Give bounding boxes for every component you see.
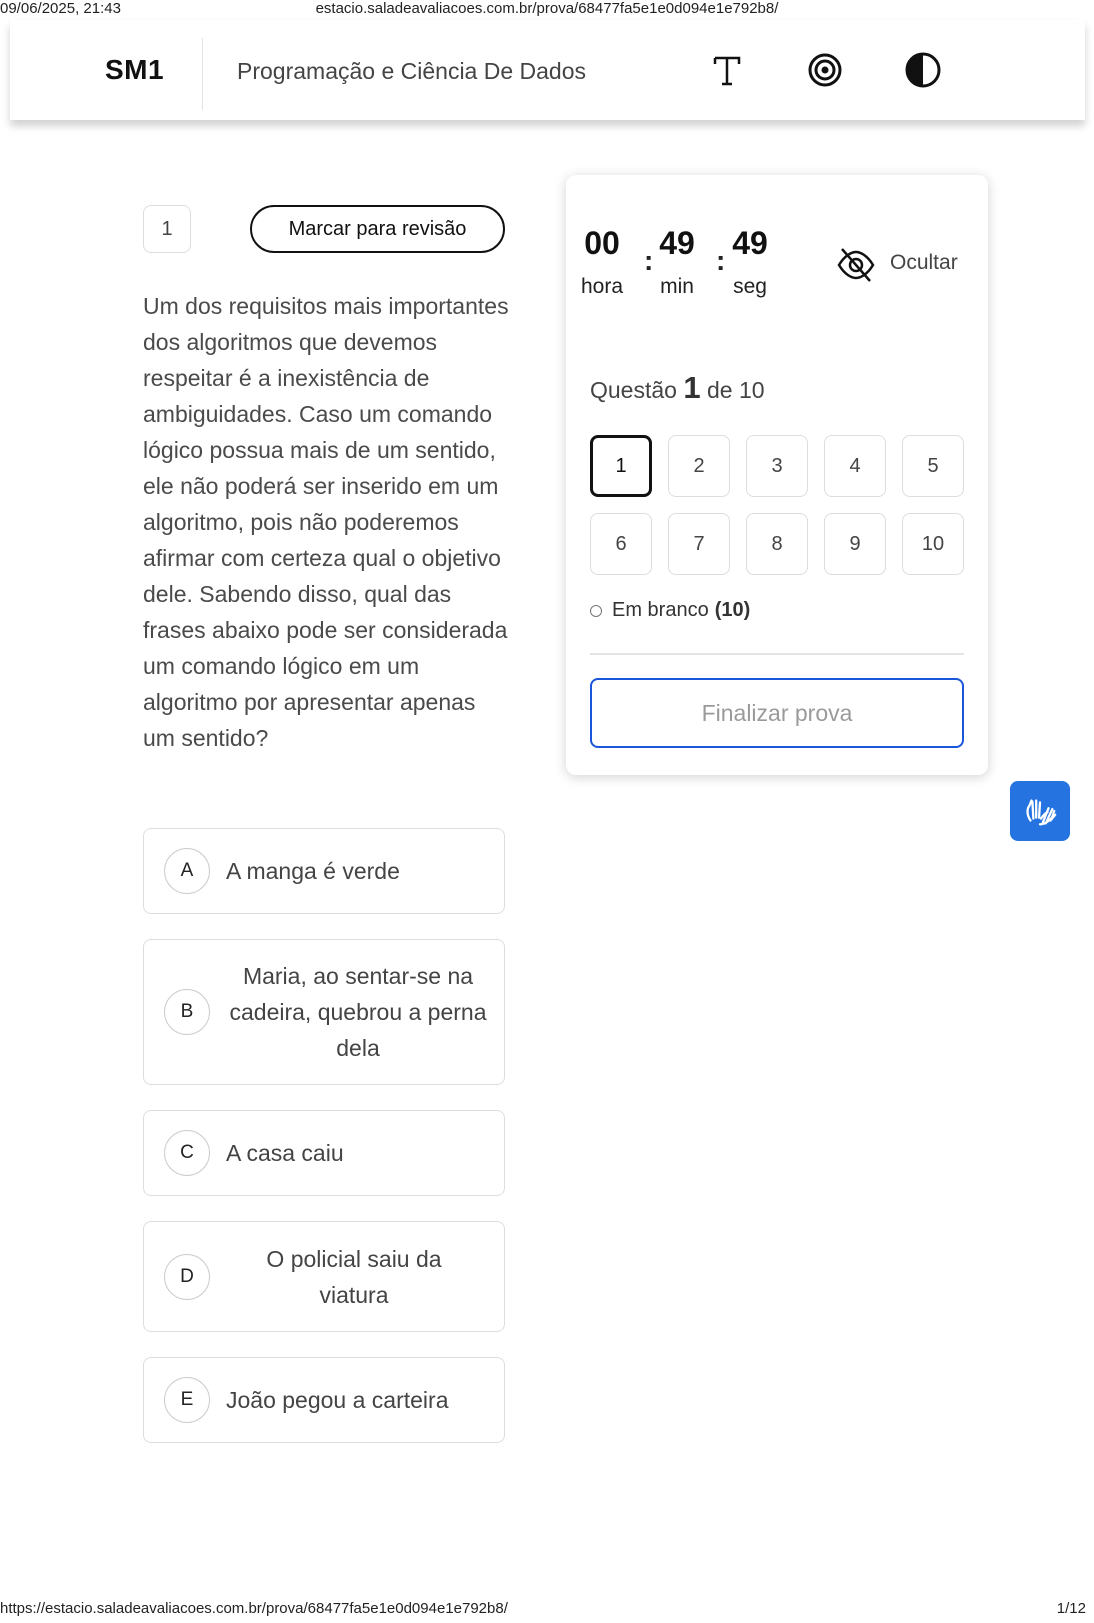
- print-footer: [0, 1600, 1094, 1618]
- divider: [590, 653, 964, 655]
- circle-icon: [590, 605, 602, 617]
- option-d[interactable]: [143, 1221, 505, 1332]
- option-text: Maria, ao sentar-se na cadeira, quebrou a perna dela: [229, 963, 487, 1061]
- progress-suffix: de 10: [706, 377, 765, 403]
- option-a[interactable]: [143, 828, 505, 914]
- timer-seconds-label: seg: [733, 275, 767, 298]
- option-text: O policial saiu da viatura: [266, 1245, 442, 1308]
- question-nav-button[interactable]: 2: [668, 435, 730, 497]
- progress-prefix: Questão: [590, 377, 677, 403]
- question-nav-button[interactable]: 10: [902, 513, 964, 575]
- finish-exam-button[interactable]: Finalizar prova: [590, 678, 964, 748]
- print-url: estacio.saladeavaliacoes.com.br/prova/68477fa5e1e0d094e1e792b8/: [315, 0, 779, 17]
- mark-for-review-button[interactable]: Marcar para revisão: [250, 205, 505, 253]
- blank-count: (10): [714, 599, 751, 621]
- blank-label: Em branco: [612, 599, 709, 621]
- eye-off-icon[interactable]: [836, 245, 876, 285]
- option-b[interactable]: [143, 939, 505, 1085]
- timer-separator: :: [716, 245, 726, 276]
- print-url-full: https://estacio.saladeavaliacoes.com.br/prova/68477fa5e1e0d094e1e792b8/: [0, 1600, 508, 1617]
- question-nav-button[interactable]: 5: [902, 435, 964, 497]
- question-nav-button[interactable]: 8: [746, 513, 808, 575]
- question-nav-button[interactable]: 7: [668, 513, 730, 575]
- blank-status: [590, 599, 750, 622]
- sign-language-button[interactable]: [1010, 781, 1070, 841]
- top-bar: [10, 20, 1085, 120]
- question-nav-button[interactable]: 4: [824, 435, 886, 497]
- timer-minutes: 49: [659, 225, 695, 261]
- print-header: [0, 0, 1094, 18]
- option-text: A casa caiu: [226, 1140, 344, 1166]
- option-letter: C: [164, 1130, 210, 1176]
- question-nav-button[interactable]: 6: [590, 513, 652, 575]
- option-letter: B: [164, 989, 210, 1035]
- timer-minutes-label: min: [660, 275, 694, 298]
- question-nav-button[interactable]: 3: [746, 435, 808, 497]
- font-size-icon[interactable]: [707, 50, 747, 90]
- focus-target-icon[interactable]: [805, 50, 845, 90]
- contrast-icon[interactable]: [903, 50, 943, 90]
- exam-sidebar-card: [566, 175, 988, 775]
- option-e[interactable]: [143, 1357, 505, 1443]
- progress-current: 1: [683, 370, 701, 405]
- question-text: Um dos requisitos mais importantes dos algoritmos que devemos respeitar é a inexistência de ambiguidades. Caso um comando lógico possua mais de um sentido, ele não poderá ser inserido em um algoritmo, pois não poderemos afirmar com certeza qual o objetivo dele. Sabendo disso, qual das frases abaixo pode ser considerada um comando lógico em um algoritmo por apresentar apenas um sentido?: [143, 293, 509, 751]
- course-title: Programação e Ciência De Dados: [237, 58, 587, 84]
- hide-timer-button[interactable]: Ocultar: [890, 251, 958, 274]
- question-number: 1: [143, 205, 191, 253]
- option-letter: D: [164, 1254, 210, 1300]
- timer-separator: :: [644, 245, 654, 276]
- question-nav-button[interactable]: 1: [590, 435, 652, 497]
- print-datetime: 09/06/2025, 21:43: [0, 0, 121, 17]
- print-page-number: 1/12: [1056, 1600, 1086, 1617]
- option-c[interactable]: [143, 1110, 505, 1196]
- sign-language-icon: [1021, 792, 1059, 830]
- option-letter: E: [164, 1377, 210, 1423]
- timer-hours: 00: [584, 225, 620, 261]
- timer-hours-label: hora: [580, 275, 624, 298]
- divider: [202, 38, 203, 110]
- question-nav-button[interactable]: 9: [824, 513, 886, 575]
- option-letter: A: [164, 848, 210, 894]
- option-text: A manga é verde: [226, 858, 400, 884]
- question-progress: [590, 370, 765, 406]
- option-text: João pegou a carteira: [226, 1387, 449, 1413]
- logo: SM1: [105, 54, 165, 85]
- timer-seconds: 49: [732, 225, 768, 261]
